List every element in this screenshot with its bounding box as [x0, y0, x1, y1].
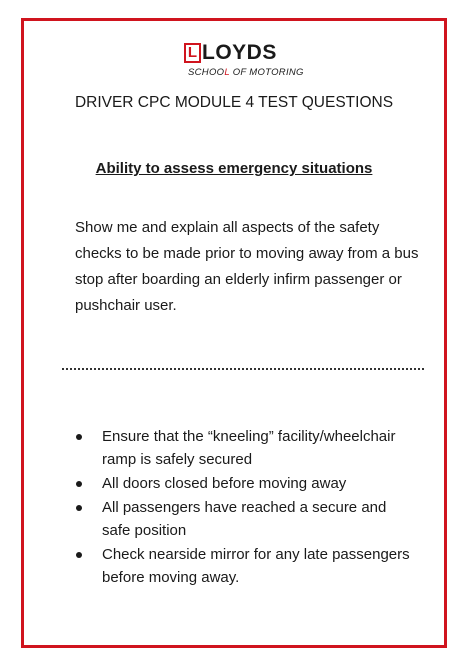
logo-tagline-highlight: L	[224, 67, 230, 78]
logo-tagline-start: SCHOO	[188, 67, 225, 78]
question-text: Show me and explain all aspects of the safety checks to be made prior to moving away from a bus stop after boarding an elderly infirm passenger or pushchair user.	[75, 219, 419, 314]
bullet-icon	[76, 434, 82, 440]
answer-text: Check nearside mirror for any late passengers before moving away.	[102, 546, 410, 586]
logo-name: LOYDS	[202, 41, 277, 64]
logo-wordmark	[184, 40, 296, 66]
answer-item	[72, 472, 412, 495]
bullet-icon	[76, 552, 82, 558]
answer-divider	[62, 368, 424, 370]
answer-item	[72, 543, 412, 589]
lloyds-logo	[184, 40, 304, 82]
logo-tagline	[184, 67, 304, 78]
document-title: DRIVER CPC MODULE 4 TEST QUESTIONS	[74, 94, 394, 111]
answer-text: Ensure that the “kneeling” facility/wheelchair ramp is safely secured	[102, 428, 396, 468]
bullet-icon	[76, 505, 82, 511]
logo-tagline-end: OF MOTORING	[229, 67, 304, 78]
answer-list	[72, 425, 412, 590]
section-heading: Ability to assess emergency situations	[95, 160, 373, 177]
answer-item	[72, 425, 412, 471]
answer-text: All doors closed before moving away	[102, 475, 347, 492]
l-plate-icon: L	[184, 43, 201, 63]
answer-text: All passengers have reached a secure and safe position	[102, 499, 387, 539]
answer-item	[72, 496, 412, 542]
bullet-icon	[76, 481, 82, 487]
